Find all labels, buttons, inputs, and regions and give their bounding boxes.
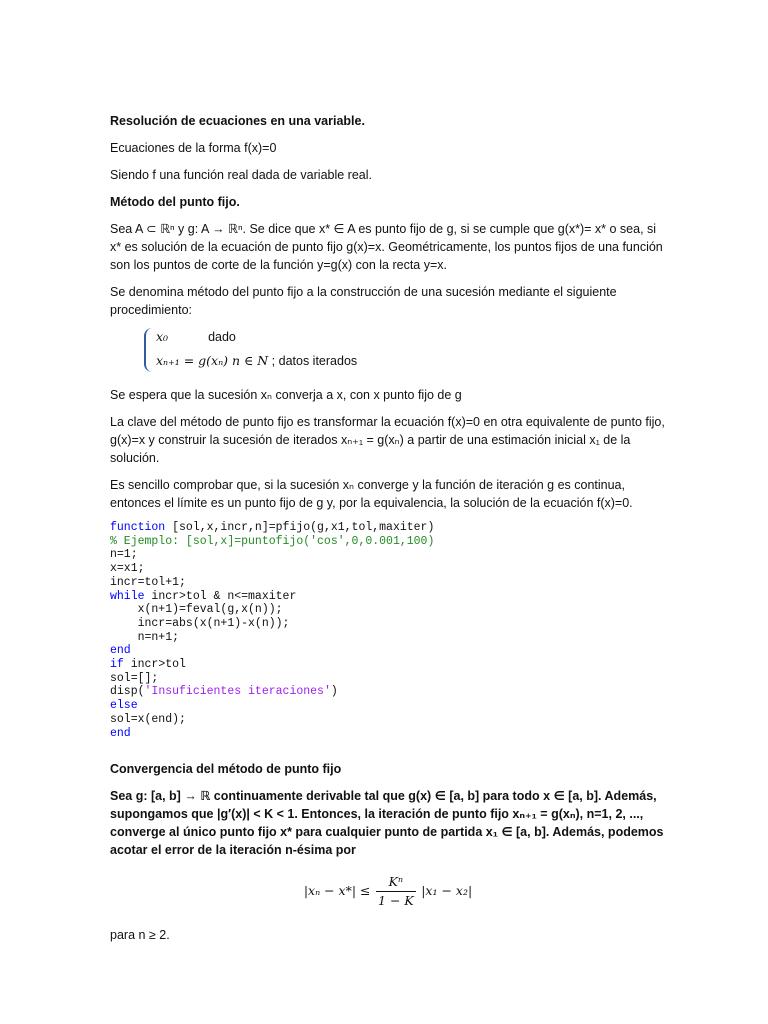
equation-form-line: Ecuaciones de la forma f(x)=0 [110, 141, 277, 155]
paragraph-fixed-point-definition: Sea A ⊂ ℝⁿ y g: A → ℝⁿ. Se dice que x* ∈ A es punto fijo de g, si se cumple que g(x*)= x* o sea, si x* es solución de la ecuación de punto fijo g(x)=x. Geométricamente, los puntos fijos de una función son los puntos de corte de la función y=g(x) con la recta y=x. [110, 222, 663, 272]
iteration-row-initial: x₀ dado [156, 329, 236, 344]
left-brace [144, 328, 154, 372]
final-line: para n ≥ 2. [110, 928, 170, 943]
page-title: Resolución de ecuaciones en una variable. [110, 114, 365, 128]
paragraph-method-definition: Se denomina método del punto fijo a la construcción de una sucesión mediante el siguiente procedimiento: [110, 285, 617, 317]
iteration-row-recurrence: xₙ₊₁ = g(xₙ) n ∈ N ; datos iterados [156, 353, 358, 368]
error-bound-formula: |xₙ − x*| ≤ $\frac{\text{Kⁿ}}{1 - K}$ |x₁ − x₂| [303, 874, 473, 909]
section-heading-convergence: Convergencia del método de punto fijo [110, 762, 342, 777]
iteration-system [144, 328, 666, 376]
paragraph-convergence-theorem: Sea g: [a, b] → ℝ continuamente derivable tal que g(x) ∈ [a, b] para todo x ∈ [a, b]. Además, supongamos que |g′(x)| < K < 1. Entonces, la iteración de punto fijo xₙ₊₁ = g(xₙ), n=1, 2, ..., converge al único punto fijo x* para cualquier punto de partida x₁ ∈ [a, b]. Además, podemos acotar el error de la iteración n-ésima por [110, 789, 664, 858]
matlab-code-block: function [sol,x,incr,n]=pfijo(g,x1,tol,maxiter) % Ejemplo: [sol,x]=puntofijo('cos',0,0.001,100) n=1; x=x1; incr=tol+1; while incr>tol & n<=maxiter x(n+1)=feval(g,x(n)); incr=abs(x(n+1)-x(n)); n=n+1; end if incr>tol sol=[]; disp('Insuficientes iteraciones') else sol=x(end); end [110, 521, 435, 740]
section-heading-fixed-point: Método del punto fijo. [110, 195, 240, 209]
paragraph-expected-convergence: Se espera que la sucesión xₙ converja a x, con x punto fijo de g [110, 388, 462, 402]
fraction: $\frac{\text{Kⁿ}}{1 - K}$ [378, 874, 414, 909]
paragraph-key-idea: La clave del método de punto fijo es transformar la ecuación f(x)=0 en otra equivalente de punto fijo, g(x)=x y construir la sucesión de iterados xₙ₊₁ = g(xₙ) a partir de una estimación inicial x₁ de la solución. [110, 415, 665, 465]
definition-line: Siendo f una función real dada de variable real. [110, 168, 372, 182]
paragraph-limit-property: Es sencillo comprobar que, si la sucesión xₙ converge y la función de iteración g es continua, entonces el límite es un punto fijo de g y, por la equivalencia, la solución de la ecuación f(x)=0. [110, 478, 633, 510]
document-page [110, 112, 666, 953]
